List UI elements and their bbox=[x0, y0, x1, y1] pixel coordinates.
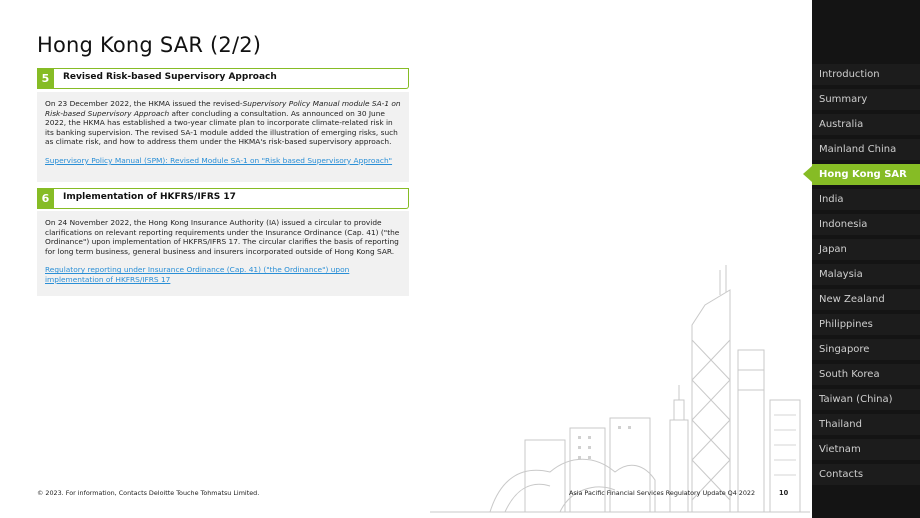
footer-publication: Asia Pacific Financial Services Regulatory Update Q4 2022 bbox=[569, 489, 756, 497]
nav-item-taiwan-china[interactable]: Taiwan (China) bbox=[812, 389, 920, 410]
nav-item-hong-kong-sar[interactable]: Hong Kong SAR bbox=[812, 164, 920, 185]
nav-item-philippines[interactable]: Philippines bbox=[812, 314, 920, 335]
section-6-text: On 24 November 2022, the Hong Kong Insurance Authority (IA) issued a circular to provide clarifications on relevant reporting requirements under the Insurance Ordinance (Cap. 41) ("the Ordinance") upon implementation of HKFRS/IFRS 17. The circular clarifies the basis of reporting for long term business, general business and insurers incorporated outside of Hong Kong SAR. bbox=[45, 218, 400, 256]
section-5-header bbox=[37, 68, 409, 89]
nav-item-vietnam[interactable]: Vietnam bbox=[812, 439, 920, 460]
nav-item-mainland-china[interactable]: Mainland China bbox=[812, 139, 920, 160]
nav-item-india[interactable]: India bbox=[812, 189, 920, 210]
footer-copyright: © 2023. For information, Contacts Deloitte Touche Tohmatsu Limited. bbox=[37, 489, 260, 497]
nav-item-thailand[interactable]: Thailand bbox=[812, 414, 920, 435]
page-number: 10 bbox=[779, 489, 789, 497]
page-title: Hong Kong SAR (2/2) bbox=[37, 33, 262, 57]
nav-item-japan[interactable]: Japan bbox=[812, 239, 920, 260]
section-6-body bbox=[37, 211, 409, 296]
skyline-illustration bbox=[430, 250, 810, 515]
nav-item-singapore[interactable]: Singapore bbox=[812, 339, 920, 360]
nav-item-indonesia[interactable]: Indonesia bbox=[812, 214, 920, 235]
nav-item-south-korea[interactable]: South Korea bbox=[812, 364, 920, 385]
nav-item-malaysia[interactable]: Malaysia bbox=[812, 264, 920, 285]
section-5-body bbox=[37, 92, 409, 182]
section-5-text: On 23 December 2022, the HKMA issued the revised-Supervisory Policy Manual module SA-1 on Risk-based Supervisory Approach after concluding a consultation. As announced on 30 June 2022, the HKMA has established a two-year climate plan to incorporate climate-related risk in its banking supervision. The revised SA-1 module added the illustration of emerging risks, such as climate risk, and how to address them under the HKMA's risk-based supervisory approach. bbox=[45, 99, 401, 147]
section-6-link[interactable]: Regulatory reporting under Insurance Ordinance (Cap. 41) ("the Ordinance") upon implementation of HKFRS/IFRS 17 bbox=[45, 265, 350, 284]
section-5-title: Revised Risk-based Supervisory Approach bbox=[63, 72, 277, 82]
active-nav-arrow bbox=[803, 166, 812, 182]
nav-item-introduction[interactable]: Introduction bbox=[812, 64, 920, 85]
section-5-number: 5 bbox=[37, 68, 54, 89]
nav-item-new-zealand[interactable]: New Zealand bbox=[812, 289, 920, 310]
nav-item-summary[interactable]: Summary bbox=[812, 89, 920, 110]
section-6-header bbox=[37, 188, 409, 209]
nav-item-contacts[interactable]: Contacts bbox=[812, 464, 920, 485]
section-6-title: Implementation of HKFRS/IFRS 17 bbox=[63, 192, 236, 202]
nav-item-australia[interactable]: Australia bbox=[812, 114, 920, 135]
section-6-number: 6 bbox=[37, 188, 54, 209]
section-5-link[interactable]: Supervisory Policy Manual (SPM): Revised Module SA-1 on "Risk based Supervisory Approach" bbox=[45, 155, 393, 165]
